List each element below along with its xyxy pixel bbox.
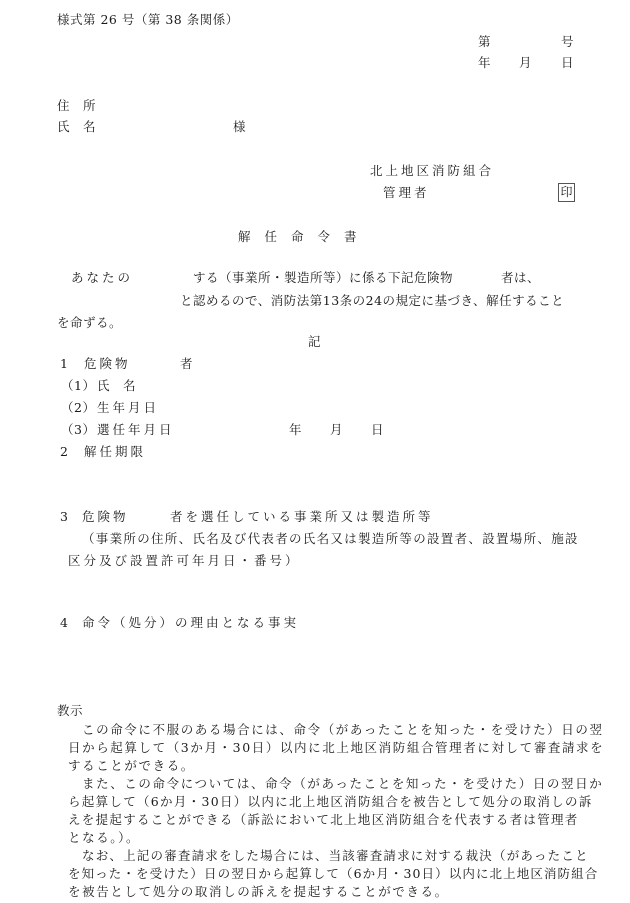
sub3-day: 日	[371, 422, 385, 437]
notice-p2-line4: となる。）。	[68, 830, 141, 845]
notice-heading: 教示	[57, 703, 84, 718]
sub2-label: 生年月日	[97, 400, 160, 415]
date-day: 日	[561, 55, 575, 70]
sub1-number: （1）	[61, 378, 96, 393]
doc-number-prefix: 第	[478, 34, 492, 49]
item3-label: 危険物	[82, 509, 129, 524]
date-year: 年	[478, 55, 492, 70]
sub3-number: （3）	[61, 422, 96, 437]
item3-note-line1: （事業所の住所、氏名及び代表者の氏名又は製造所等の設置者、設置場所、施設	[82, 531, 579, 546]
body-line2: と認めるので、消防法第13条の24の規定に基づき、解任すること	[180, 293, 565, 308]
item1-label: 危険物	[84, 356, 131, 371]
honorific: 様	[233, 119, 247, 134]
item4-number: 4	[60, 615, 69, 630]
item3-note-line2: 区分及び設置許可年月日・番号）	[68, 553, 301, 568]
item1-suffix: 者	[180, 356, 194, 371]
address-label: 住 所	[57, 98, 97, 113]
notice-p1-line3: することができる。	[68, 758, 195, 773]
notice-p1-line2: 日から起算して（3か月・30日）以内に北上地区消防組合管理者に対して審査請求を	[68, 740, 605, 755]
notice-p2-line2: ら起算して（6か月・30日）以内に北上地区消防組合を被告として処分の取消しの訴	[68, 794, 593, 809]
item2-number: 2	[60, 444, 69, 459]
issuer-title: 管理者	[383, 185, 430, 200]
body-line1-c: 者は、	[501, 270, 541, 285]
body-line1-a: あなたの	[71, 270, 134, 285]
notice-p1-line1: この命令に不服のある場合には、命令（があったことを知った・を受けた）日の翌	[82, 722, 604, 737]
sub3-year: 年	[289, 422, 303, 437]
body-line3: を命ずる。	[57, 315, 123, 330]
item3-suffix: 者を選任している事業所又は製造所等	[170, 509, 434, 524]
sub3-month: 月	[330, 422, 344, 437]
sub3-label: 選任年月日	[97, 422, 175, 437]
name-label: 氏 名	[57, 119, 97, 134]
notice-p3-line2: を知った・を受けた）日の翌日から起算して（6か月・30日）以内に北上地区消防組合	[68, 866, 599, 881]
item3-number: 3	[60, 509, 69, 524]
form-number: 様式第 26 号（第 38 条関係）	[57, 12, 239, 27]
doc-number-suffix: 号	[561, 34, 575, 49]
notice-p2-line3: えを提起することができる（訴訟において北上地区消防組合を代表する者は管理者	[68, 812, 579, 827]
sub2-number: （2）	[61, 400, 96, 415]
notice-p3-line3: を被告として処分の取消しの訴えを提起することができる。	[68, 884, 449, 899]
item2-label: 解任期限	[84, 444, 147, 459]
document-title: 解任命令書	[238, 229, 371, 244]
notice-p3-line1: なお、上記の審査請求をした場合には、当該審査請求に対する裁決（があったこと	[82, 848, 589, 863]
seal-box: 印	[558, 183, 575, 202]
date-month: 月	[519, 55, 533, 70]
body-line1-b: する（事業所・製造所等）に係る下記危険物	[193, 270, 454, 285]
sub1-label: 氏 名	[97, 378, 137, 393]
ki-heading: 記	[308, 334, 322, 349]
notice-p2-line1: また、この命令については、命令（があったことを知った・を受けた）日の翌日か	[82, 776, 604, 791]
issuer-organization: 北上地区消防組合	[370, 163, 495, 178]
item1-number: 1	[60, 356, 69, 371]
item4-label: 命令（処分）の理由となる事実	[82, 615, 300, 630]
